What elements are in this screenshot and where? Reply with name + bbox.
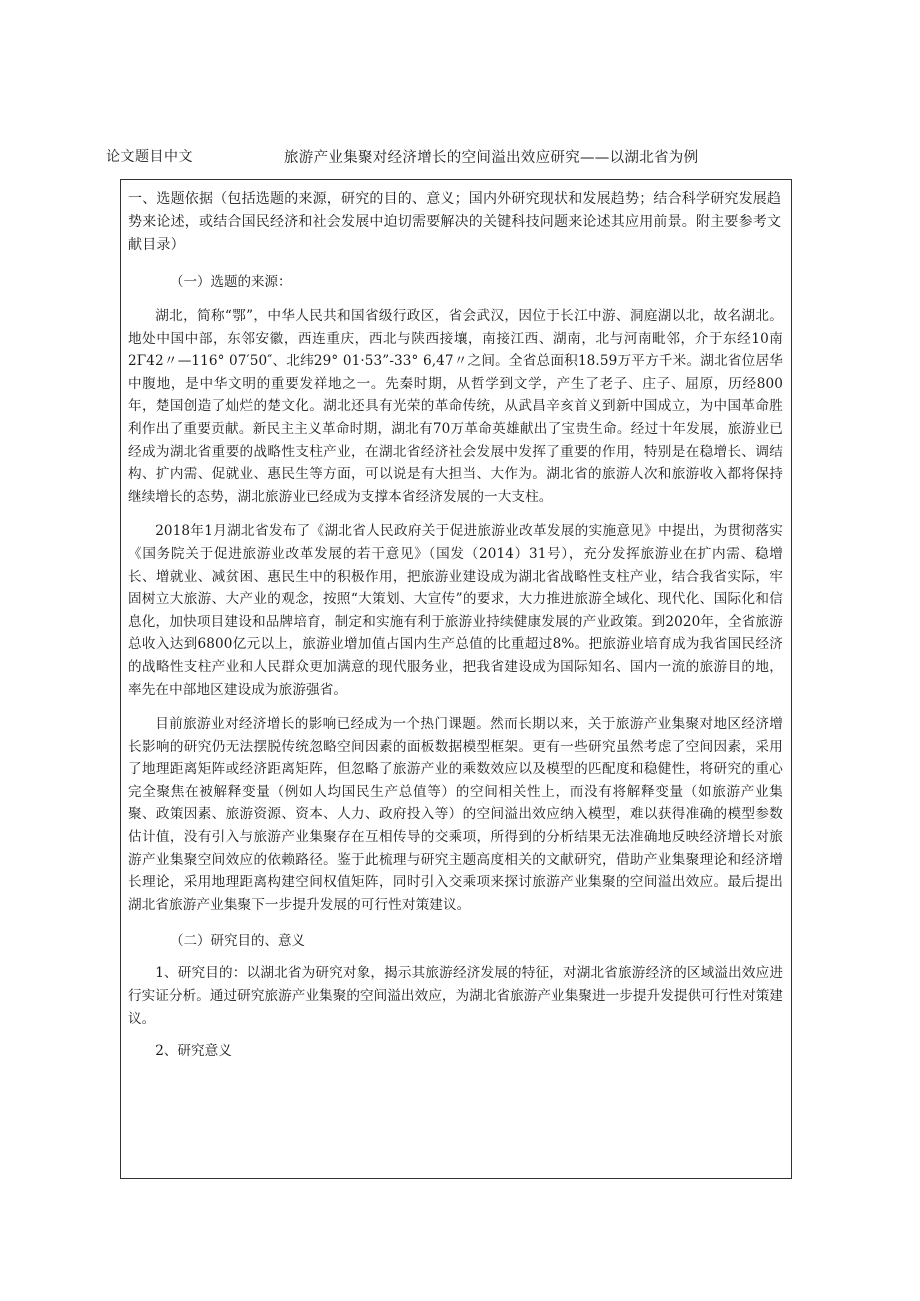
subheading-purpose: （二）研究目的、意义 bbox=[170, 933, 305, 950]
title-label: 论文题目中文 bbox=[106, 149, 193, 165]
subheading-source: （一）选题的来源： bbox=[170, 274, 292, 290]
paragraph-research-gap: 目前旅游业对经济增长的影响已经成为一个热门课题。然而长期以来，关于旅游产业集聚对地区经济增长影响的研究仍无法摆脱传统忽略空间因素的面板数据模型框架。更有一些研究虽然考虑了空间因素，采用了地理距离矩阵或经济距离矩阵，但忽略了旅游产业的乘数效应以及模型的匹配度和稳健性，将研究的重心完全聚焦在被解释变量（例如人均国民生产总值等）的空间相关性上，而没有将解释变量（如旅游产业集聚、政策因素、旅游资源、资本、人力、政府投入等）的空间溢出效应纳入模型，难以获得准确的模型参数估计值，没有引入与旅游产业集聚存在互相传导的交乘项，所得到的分析结果无法准确地反映经济增长对旅游产业集聚空间效应的依赖路径。鉴于此梳理与研究主题高度相关的文献研究，借助产业集聚理论和经济增长理论，采用地理距离构建空间权值矩阵，同时引入交乘项来探讨旅游产业集聚的空间溢出效应。最后提出湖北省旅游产业集聚下一步提升发展的可行性对策建议。 bbox=[128, 716, 783, 913]
paragraph-hubei-intro: 湖北，简称“鄂”，中华人民共和国省级行政区，省会武汉，因位于长江中游、洞庭湖以北，故名湖北。地处中国中部，东邻安徽，西连重庆，西北与陕西接壤，南接江西、湖南，北与河南毗邻，介于东经10南2Γ42〃—116° 07′50″、北纬29° 01·53”-33° 6,47〃之间。全省总面积18.59万平方千米。湖北省位居华中腹地，是中华文明的重要发祥地之一。先秦时期，从哲学到文学，产生了老子、庄子、屈原，历经800年，楚国创造了灿烂的楚文化。湖北还具有光荣的革命传统，从武昌辛亥首义到新中国成立，为中国革命胜利作出了重要贡献。新民主主义革命时期，湖北有70万革命英雄献出了宝贵生命。经过十年发展，旅游业已经成为湖北省重要的战略性支柱产业，在湖北省经济社会发展中发挥了重要的作用，特别是在稳增长、调结构、扩内需、促就业、惠民生等方面，可以说是有大担当、大作为。湖北省的旅游人次和旅游收入都将保持继续增长的态势，湖北旅游业已经成为支撑本省经济发展的一大支柱。 bbox=[128, 308, 783, 505]
thesis-title: 旅游产业集聚对经济增长的空间溢出效应研究——以湖北省为例 bbox=[284, 150, 699, 166]
item-research-significance: 2、研究意义 bbox=[155, 1043, 232, 1060]
content-box bbox=[120, 179, 792, 1179]
section-heading: 一、选题依据（包括选题的来源，研究的目的、意义；国内外研究现状和发展趋势；结合科学研究发展趋势来论述，或结合国民经济和社会发展中迫切需要解决的关键科技问题来论述其应用前景。附主要参考文献目录） bbox=[128, 191, 782, 253]
title-row bbox=[106, 146, 806, 168]
content-body bbox=[128, 188, 783, 1063]
paragraph-policy: 2018年1月湖北省发布了《湖北省人民政府关于促进旅游业改革发展的实施意见》中提出，为贯彻落实《国务院关于促进旅游业改革发展的若干意见》（国发（2014）31号），充分发挥旅游业在扩内需、稳增长、增就业、减贫困、惠民生中的积极作用，把旅游业建设成为湖北省战略性支柱产业，结合我省实际，牢固树立大旅游、大产业的观念，按照“大策划、大宣传”的要求，大力推进旅游全域化、现代化、国际化和信息化，加快项目建设和品牌培育，制定和实施有利于旅游业持续健康发展的产业政策。到2020年，全省旅游总收入达到6800亿元以上，旅游业增加值占国内生产总值的比重超过8%。把旅游业培育成为我省国民经济的战略性支柱产业和人民群众更加满意的现代服务业，把我省建设成为国际知名、国内一流的旅游目的地，率先在中部地区建设成为旅游强省。 bbox=[128, 523, 783, 698]
item-research-purpose: 1、研究目的：以湖北省为研究对象，揭示其旅游经济发展的特征，对湖北省旅游经济的区域溢出效应进行实证分析。通过研究旅游产业集聚的空间溢出效应，为湖北省旅游产业集聚进一步提升发提供可行性对策建议。 bbox=[128, 965, 783, 1027]
